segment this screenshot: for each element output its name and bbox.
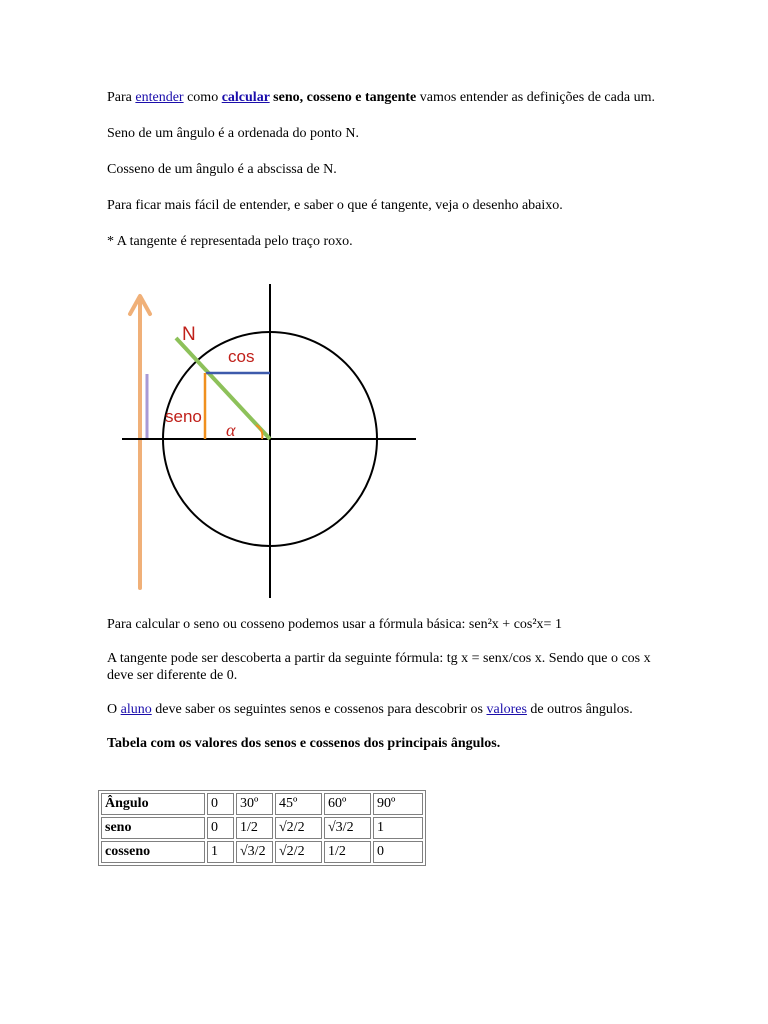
tangente-note: * A tangente é representada pelo traço roxo. [107, 234, 353, 249]
table-row [101, 841, 423, 863]
link-aluno[interactable]: aluno [120, 702, 152, 717]
table-cell: 60º [324, 793, 371, 815]
table-cell: √3/2 [236, 841, 273, 863]
label-alpha: α [226, 420, 236, 440]
table-cell: 0 [207, 817, 234, 839]
table-cell: 1 [373, 817, 423, 839]
formula-basica: Para calcular o seno ou cosseno podemos usar a fórmula básica: sen²x + cos²x= 1 [107, 617, 562, 632]
table-row [101, 817, 423, 839]
cosseno-definition: Cosseno de um ângulo é a abscissa de N. [107, 162, 337, 177]
link-entender[interactable]: entender [135, 90, 184, 105]
label-seno: seno [165, 407, 202, 426]
table-cell: √3/2 [324, 817, 371, 839]
values-table-wrap [98, 790, 426, 866]
aluno-paragraph [107, 701, 667, 718]
aluno-text-3: de outros ângulos. [526, 702, 633, 717]
table-cell: 0 [373, 841, 423, 863]
formula-tangente: A tangente pode ser descoberta a partir da seguinte fórmula: tg x = senx/cos x. Sendo que o cos x deve ser diferente de 0. [107, 651, 651, 683]
table-cell: √2/2 [275, 817, 322, 839]
label-cos: cos [228, 347, 255, 366]
table-cell: 45º [275, 793, 322, 815]
intro-text-3: vamos entender as definições de cada um. [416, 90, 655, 105]
intro-bold-text: seno, cosseno e tangente [269, 90, 417, 105]
label-n: N [182, 324, 196, 345]
table-cell: 90º [373, 793, 423, 815]
seno-definition: Seno de um ângulo é a ordenada do ponto N. [107, 126, 359, 141]
intro-text-1: Para [107, 90, 136, 105]
intro-paragraph [107, 89, 667, 106]
trig-circle-svg [118, 282, 418, 600]
table-cell: Ângulo [101, 793, 205, 815]
table-cell: 1/2 [324, 841, 371, 863]
table-cell: seno [101, 817, 205, 839]
desenho-paragraph: Para ficar mais fácil de entender, e saber o que é tangente, veja o desenho abaixo. [107, 198, 563, 213]
link-valores[interactable]: valores [486, 702, 527, 717]
link-calcular[interactable]: calcular [221, 90, 270, 105]
aluno-text-2: deve saber os seguintes senos e cossenos para descobrir os [151, 702, 487, 717]
table-cell: √2/2 [275, 841, 322, 863]
formulas-section [107, 616, 667, 771]
table-cell: cosseno [101, 841, 205, 863]
table-cell: 1 [207, 841, 234, 863]
values-table [98, 790, 426, 866]
table-row [101, 793, 423, 815]
table-cell: 0 [207, 793, 234, 815]
table-title: Tabela com os valores dos senos e cossenos dos principais ângulos. [107, 736, 501, 751]
aluno-text-1: O [107, 702, 121, 717]
article-intro [107, 89, 667, 250]
trig-circle-diagram [118, 282, 418, 600]
table-cell: 30º [236, 793, 273, 815]
table-cell: 1/2 [236, 817, 273, 839]
intro-text-2: como [183, 90, 222, 105]
